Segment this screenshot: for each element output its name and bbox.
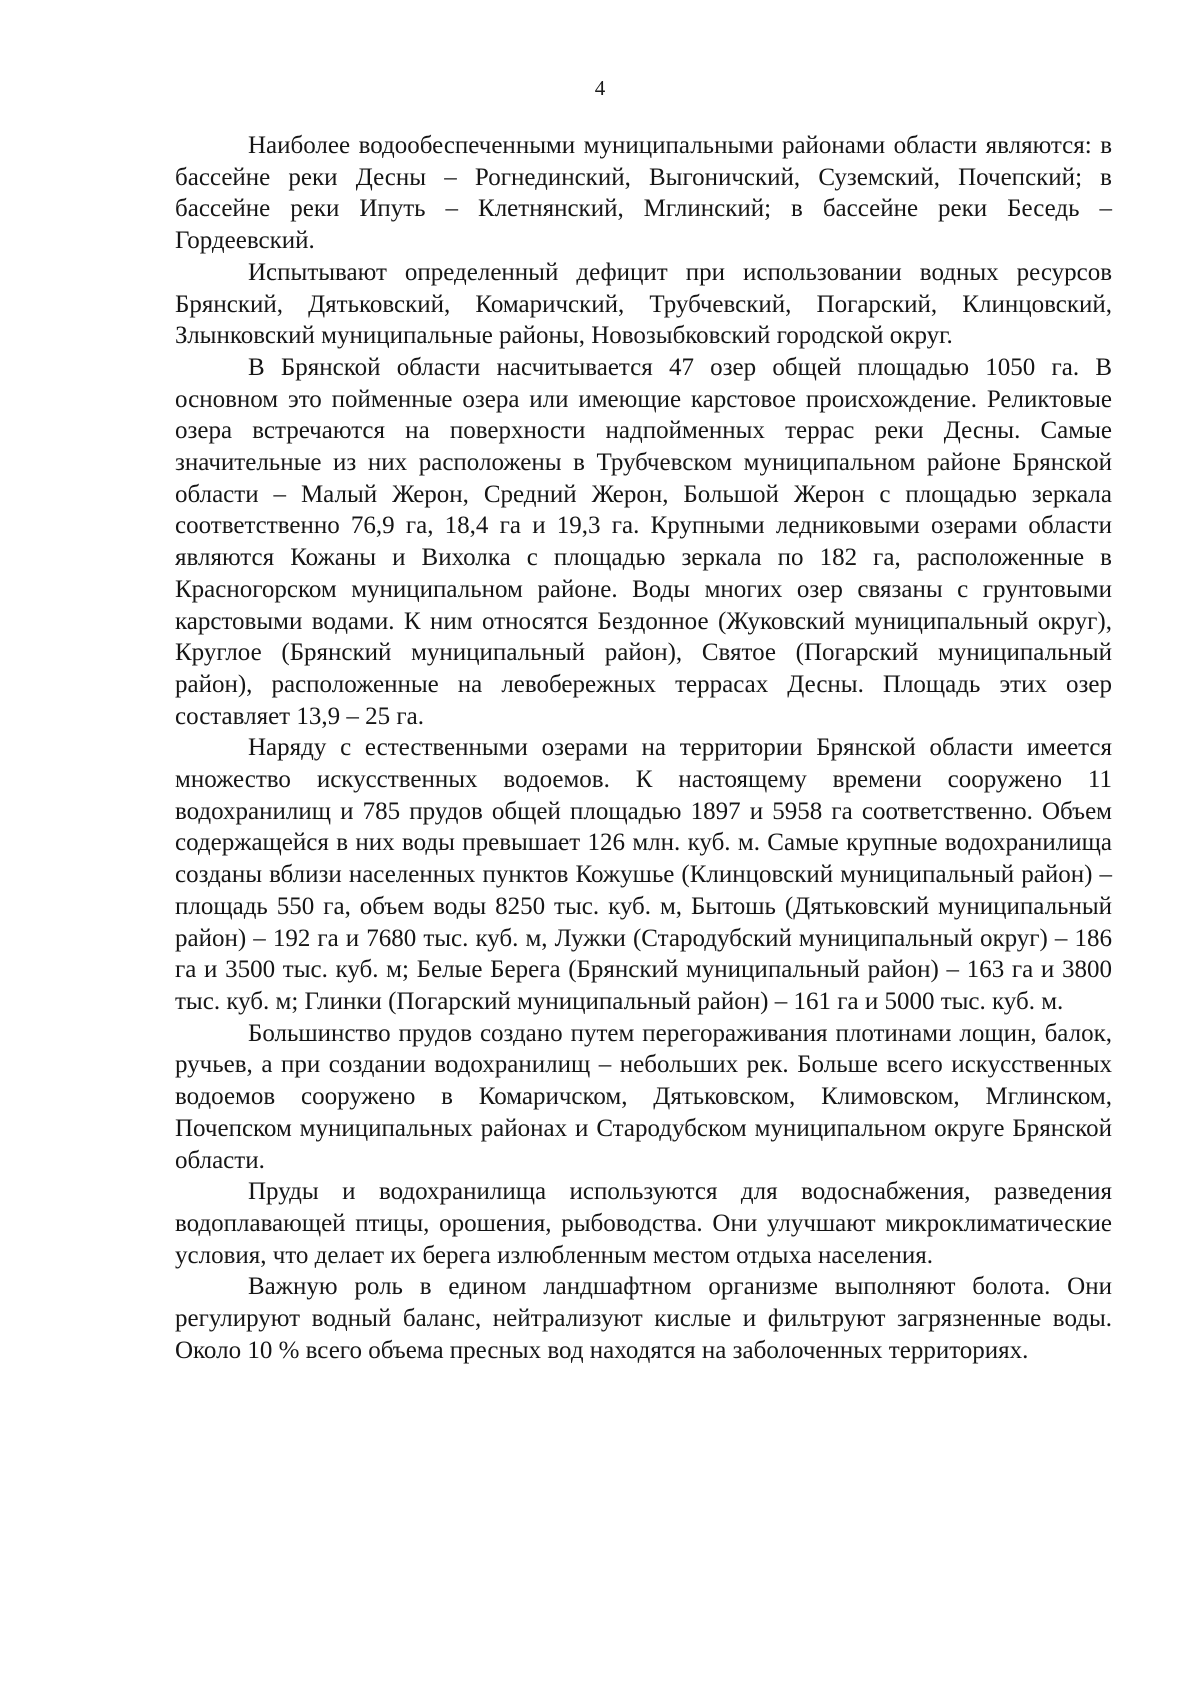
paragraph-ponds-construction: Большинство прудов создано путем перегораживания плотинами лощин, балок, ручьев, а при создании водохранилищ – небольших рек. Больше всего искусственных водоемов сооружено в Комаричском, Дятьковском, Климовском, Мглинском, Почепском муниципальных районах и Стародубском муниципальном округе Брянской области.	[175, 1019, 1112, 1174]
page-number: 4	[594, 76, 606, 100]
paragraph-lakes: В Брянской области насчитывается 47 озер общей площадью 1050 га. В основном это пойменные озера или имеющие карстовое происхождение. Реликтовые озера встречаются на поверхности надпойменных террас реки Десны. Самые значительные из них расположены в Трубчевском муниципальном районе Брянской области – Малый Жерон, Средний Жерон, Большой Жерон с площадью зеркала соответственно 76,9 га, 18,4 га и 19,3 га. Крупными ледниковыми озерами области являются Кожаны и Вихолка с площадью зеркала по 182 га, расположенные в Красногорском муниципальном районе. Воды многих озер связаны с грунтовыми карстовыми водами. К ним относятся Бездонное (Жуковский муниципальный округ), Круглое (Брянский муниципальный район), Святое (Погарский муниципальный район), расположенные на левобережных террасах Десны. Площадь этих озер составляет 13,9 – 25 га.	[175, 353, 1112, 730]
paragraph-water-supplied-districts: Наиболее водообеспеченными муниципальными районами области являются: в бассейне реки Десны – Рогнединский, Выгоничский, Суземский, Почепский; в бассейне реки Ипуть – Клетнянский, Мглинский; в бассейне реки Беседь – Гордеевский.	[175, 132, 1112, 255]
paragraph-ponds-usage: Пруды и водохранилища используются для водоснабжения, разведения водоплавающей птицы, орошения, рыбоводства. Они улучшают микроклиматические условия, что делает их берега излюбленным местом отдыха населения.	[175, 1178, 1112, 1269]
document-body	[175, 130, 1112, 1366]
paragraph-wetlands: Важную роль в едином ландшафтном организме выполняют болота. Они регулируют водный баланс, нейтрализуют кислые и фильтруют загрязненные воды. Около 10 % всего объема пресных вод находятся на заболоченных территориях.	[175, 1273, 1112, 1364]
paragraph-water-deficit-districts: Испытывают определенный дефицит при использовании водных ресурсов Брянский, Дятьковский, Комаричский, Трубчевский, Погарский, Клинцовский, Злынковский муниципальные районы, Новозыбковский городской округ.	[175, 258, 1112, 350]
paragraph-reservoirs: Наряду с естественными озерами на территории Брянской области имеется множество искусственных водоемов. К настоящему времени сооружено 11 водохранилищ и 785 прудов общей площадью 1897 и 5958 га соответственно. Объем содержащейся в них воды превышает 126 млн. куб. м. Самые крупные водохранилища созданы вблизи населенных пунктов Кожушье (Клинцовский муниципальный район) – площадь 550 га, объем воды 8250 тыс. куб. м, Бытошь (Дятьковский муниципальный район) – 192 га и 7680 тыс. куб. м, Лужки (Стародубский муниципальный округ) – 186 га и 3500 тыс. куб. м; Белые Берега (Брянский муниципальный район) – 163 га и 3800 тыс. куб. м; Глинки (Погарский муниципальный район) – 161 га и 5000 тыс. куб. м.	[175, 734, 1112, 1015]
